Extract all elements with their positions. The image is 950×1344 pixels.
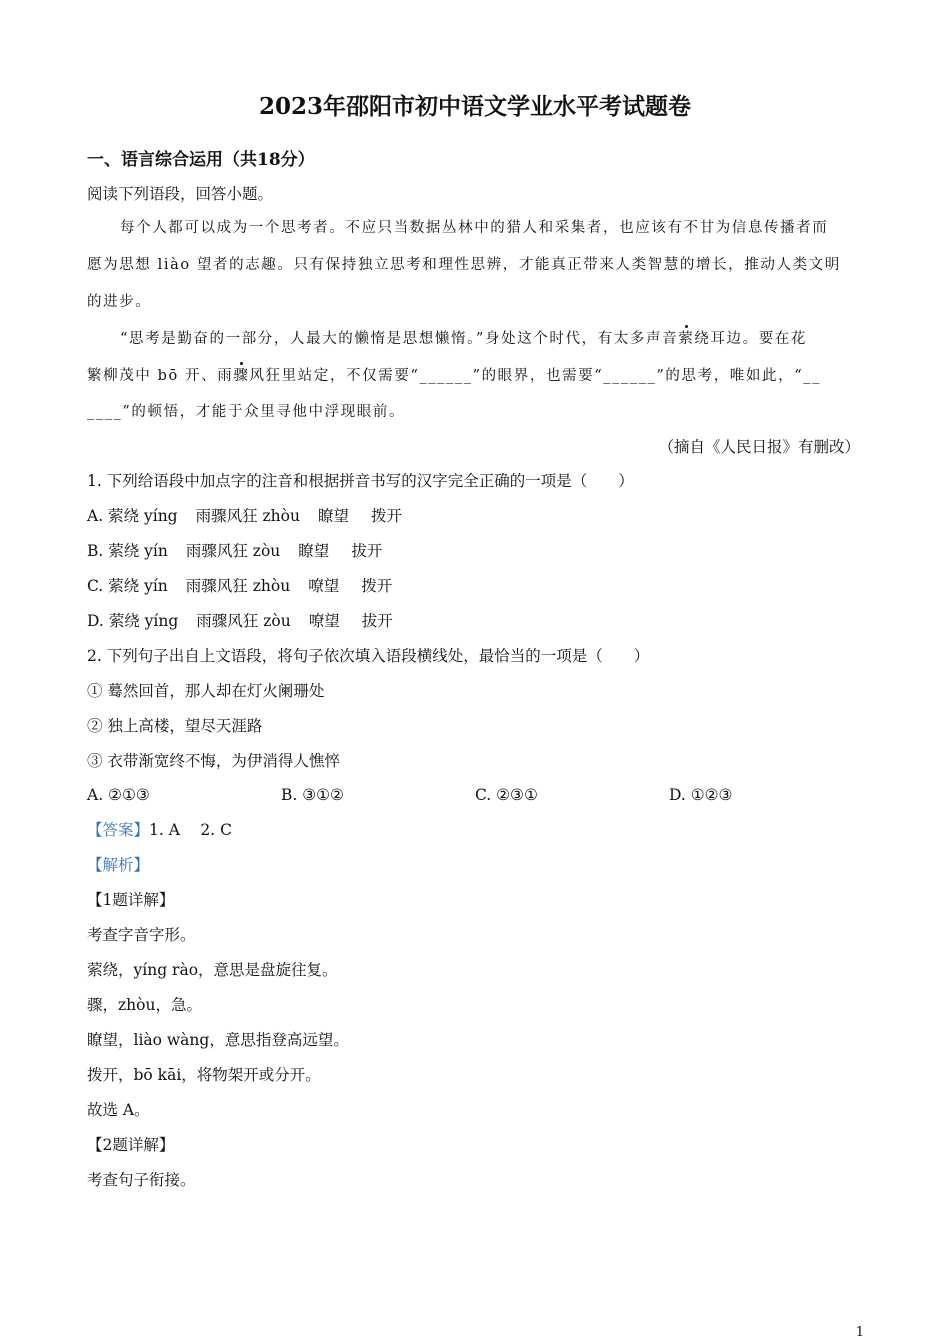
q2-option-d: D. ①②③	[669, 786, 733, 804]
q2-item: ① 蓦然回首，那人却在灯火阑珊处	[87, 682, 325, 700]
source-citation: （摘自《人民日报》有删改）	[658, 438, 860, 456]
passage-line: 愿为思想 liào 望者的志趣。只有保持独立思考和理性思辨，才能真正带来人类智慧的增长，推动人类文明	[87, 257, 841, 273]
q2-option-b: B. ③①②	[281, 786, 344, 804]
passage-text: 繁柳茂中 bō 开、雨	[87, 368, 234, 384]
option-part: 拨开	[371, 507, 403, 525]
answer-label: 【答案】	[87, 821, 150, 839]
detail-line: 拨开，bō kāi，将物架开或分开。	[87, 1066, 321, 1084]
dotted-char: 骤	[233, 365, 249, 387]
option-part: 拨开	[361, 577, 393, 595]
passage-line: 的进步。	[87, 294, 152, 310]
q1-option-c	[87, 575, 392, 597]
q1-option-d	[87, 610, 393, 632]
option-part: 雨骤风狂 zhòu	[195, 507, 300, 525]
option-part: 拔开	[361, 612, 393, 630]
option-part: D. 萦绕 yíng	[87, 612, 179, 630]
page-title: 2023年邵阳市初中语文学业水平考试题卷	[258, 93, 691, 120]
detail-line: 故选 A。	[87, 1101, 150, 1119]
passage-line: 每个人都可以成为一个思考者。不应只当数据丛林中的猎人和采集者，也应该有不甘为信息传播者而	[120, 220, 829, 236]
option-part: 嘹望	[308, 612, 340, 630]
question-2-stem: 2. 下列句子出自上文语段，将句子依次填入语段横线处，最恰当的一项是（ ）	[87, 647, 650, 665]
detail-line: 瞭望，liào wàng，意思指登高远望。	[87, 1031, 349, 1049]
passage-line	[120, 328, 807, 350]
detail-line: 萦绕，yíng rào，意思是盘旋往复。	[87, 961, 338, 979]
option-part: C. 萦绕 yín	[87, 577, 168, 595]
option-part: 雨骤风狂 zòu	[196, 612, 291, 630]
question-1-stem: 1. 下列给语段中加点字的注音和根据拼音书写的汉字完全正确的一项是（ ）	[87, 472, 634, 490]
q2-item: ② 独上高楼，望尽天涯路	[87, 717, 263, 735]
passage-line: ____”的顿悟，才能于众里寻他中浮现眼前。	[87, 404, 406, 420]
detail-line: 考查句子衔接。	[87, 1171, 196, 1189]
detail-line: 考查字音字形。	[87, 926, 196, 944]
option-part: 瞭望	[298, 542, 330, 560]
section-heading: 一、语言综合运用（共18分）	[87, 150, 315, 170]
passage-line	[87, 365, 821, 387]
q2-option-a: A. ②①③	[87, 786, 150, 804]
option-part: A. 萦绕 yíng	[87, 507, 178, 525]
option-part: 雨骤风狂 zhòu	[185, 577, 291, 595]
detail-line: 骤，zhòu，急。	[87, 996, 202, 1014]
option-part: 雨骤风狂 zòu	[185, 542, 281, 560]
page-number: 1	[855, 1325, 864, 1340]
q1-option-b	[87, 540, 382, 562]
option-part: B. 萦绕 yín	[87, 542, 168, 560]
option-part: 瞭望	[318, 507, 350, 525]
option-part: 拔开	[351, 542, 383, 560]
detail-1-heading: 【1题详解】	[87, 891, 175, 909]
q2-option-c: C. ②③①	[475, 786, 538, 804]
answer-line	[87, 819, 232, 841]
intro-text: 阅读下列语段，回答小题。	[87, 185, 274, 203]
answer-text: 1. A 2. C	[149, 821, 232, 839]
passage-text: 绕耳边。要在花	[694, 331, 807, 347]
passage-text: “思考是勤奋的一部分，人最大的懒惰是思想懒惰。”身处这个时代，有太多声音	[120, 331, 679, 347]
analysis-label: 【解析】	[87, 856, 150, 874]
detail-2-heading: 【2题详解】	[87, 1136, 175, 1154]
option-part: 嘹望	[308, 577, 340, 595]
q1-option-a	[87, 505, 402, 527]
q2-item: ③ 衣带渐宽终不悔，为伊消得人憔悴	[87, 752, 340, 770]
dotted-char: 萦	[678, 328, 694, 350]
passage-text: 风狂里站定，不仅需要“______”的眼界，也需要“______”的思考，唯如此，“__	[249, 368, 821, 384]
